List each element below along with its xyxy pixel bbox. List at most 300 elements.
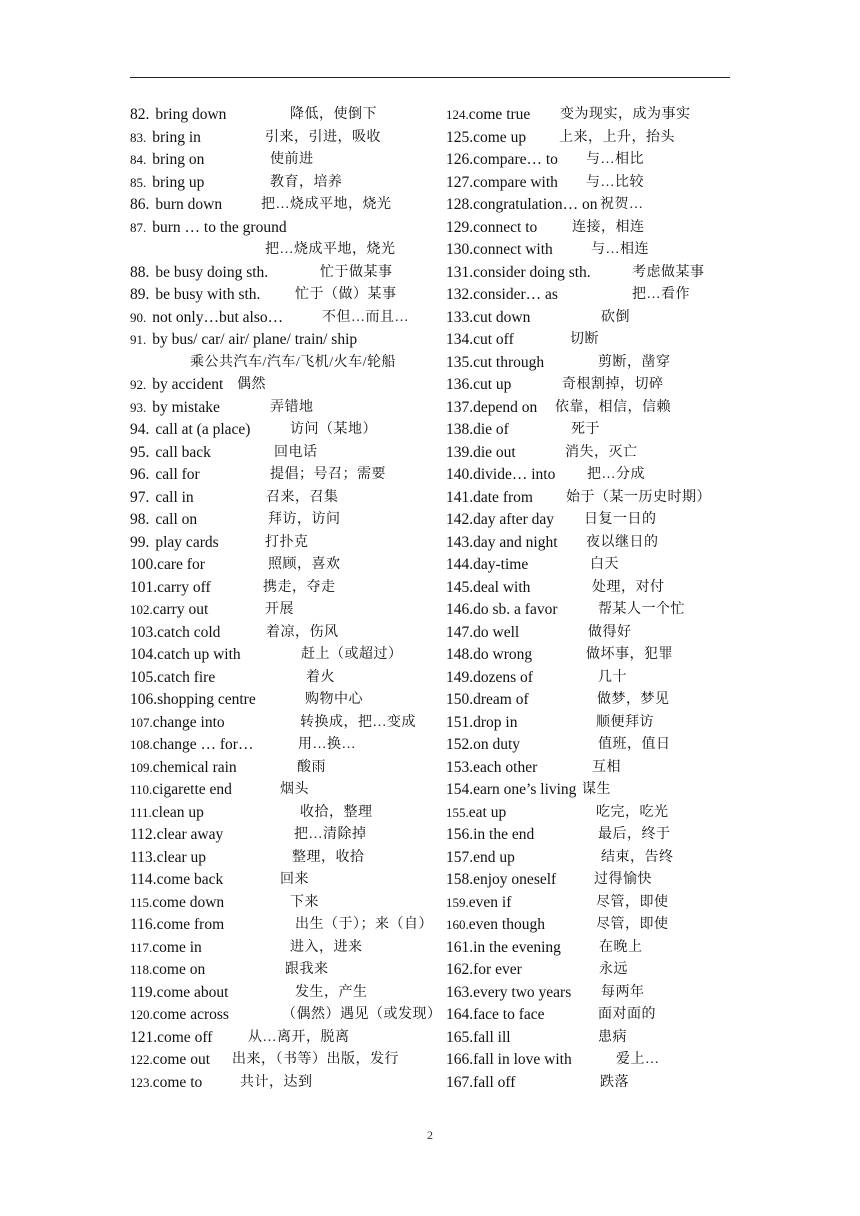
vocab-entry [446,397,736,420]
chinese-meaning: 进入，进来 [290,939,363,955]
vocab-entry [130,374,430,397]
vocab-entry [130,532,430,555]
english-phrase: bring on [152,151,205,168]
english-phrase: by mistake [152,398,220,416]
entry-number: 111. [130,804,152,820]
vocab-entry [130,599,430,622]
entry-number: 165. [446,1028,474,1046]
entry-number: 103. [130,623,158,641]
chinese-meaning: 做得好 [588,624,632,640]
entry-number: 152. [446,736,474,753]
entry-number: 117. [130,939,153,955]
entry-number: 86. [130,196,150,213]
english-phrase: cut down [473,308,531,326]
english-phrase: divide… into [473,466,556,483]
vocab-entry [446,127,736,150]
entry-number: 116. [130,916,157,933]
chinese-meaning: 做坏事，犯罪 [586,647,673,662]
vocab-entry [446,329,736,352]
english-phrase: bring in [152,128,201,146]
chinese-meaning: 乘公共汽车/汽车/飞机/火车/轮船 [190,354,397,370]
entry-number: 104. [130,646,158,663]
vocab-entry [446,239,736,262]
chinese-meaning: 处理，对付 [592,579,665,595]
english-phrase: every two years [473,983,572,1001]
vocab-entry [446,104,736,127]
vocab-entry [130,937,430,960]
vocab-entry [130,442,430,465]
english-phrase: clear up [156,848,207,866]
chinese-meaning: 整理，收拾 [292,849,365,865]
english-phrase: die out [473,443,516,461]
chinese-meaning: 始于（某一历史时期） [566,489,711,505]
chinese-meaning: 白天 [590,557,619,572]
vocab-entry [446,352,736,375]
english-phrase: fall in love with [473,1051,572,1068]
chinese-meaning: 把…看作 [632,287,690,302]
left-column [130,104,442,1094]
chinese-meaning: 跌落 [600,1074,629,1090]
chinese-meaning: 过得愉快 [594,872,652,887]
entry-number: 124. [446,107,469,122]
english-phrase: change … for… [152,736,254,753]
entry-number: 135. [446,353,474,371]
entry-number: 99. [130,533,150,551]
entry-number: 118. [130,962,153,977]
chinese-meaning: 照顾，喜欢 [268,557,341,572]
entry-number: 110. [130,782,153,797]
vocab-entry [130,104,430,127]
vocab-entry [130,307,430,330]
vocab-entry [130,239,430,262]
english-phrase: consider… as [473,286,558,303]
english-phrase: cigarette end [152,781,232,798]
vocab-entry [130,644,430,667]
vocab-entry [130,284,430,307]
entry-number: 107. [130,714,153,730]
english-phrase: carry off [157,578,211,596]
english-phrase: die of [473,421,509,438]
vocab-entry [446,509,736,532]
entry-number: 130. [446,241,474,258]
entry-number: 164. [446,1006,474,1023]
english-phrase: come on [152,961,206,978]
vocab-entry [446,464,736,487]
vocab-entry [446,667,736,690]
chinese-meaning: 变为现实，成为事实 [560,107,691,122]
chinese-meaning: 访问（某地） [290,422,377,437]
english-phrase: day-time [473,556,529,573]
english-phrase: be busy with sth. [155,286,261,303]
vocab-entry [130,352,430,375]
vocab-entry [446,644,736,667]
entry-number: 89. [130,286,150,303]
english-phrase: come across [152,1006,229,1023]
english-phrase: compare with [473,173,558,191]
chinese-meaning: 开展 [265,602,294,617]
entry-number: 105. [130,668,158,686]
vocab-entry [130,217,430,240]
chinese-meaning: 与…相比 [586,152,644,167]
english-phrase: clean up [151,803,204,821]
chinese-meaning: 永远 [599,962,628,977]
english-phrase: clear away [156,826,224,843]
chinese-meaning: 携走，夺走 [263,579,336,595]
vocab-entry [130,577,430,600]
vocab-entry [130,329,430,352]
vocab-entry [130,982,430,1005]
english-phrase: connect with [473,241,553,258]
entry-number: 109. [130,759,153,775]
vocab-entry [130,1072,430,1095]
vocab-entry [446,734,736,757]
vocab-entry [446,532,736,555]
vocab-entry [130,824,430,847]
english-phrase: come in [152,938,202,956]
vocab-entry [446,194,736,217]
chinese-meaning: 回电话 [274,444,318,460]
english-phrase: call on [155,511,198,528]
vocab-entry [130,487,430,510]
entry-number: 160. [446,917,469,932]
english-phrase: call at (a place) [155,421,251,438]
chinese-meaning: 出生（于）；来（自） [295,917,433,932]
entry-number: 87. [130,219,147,235]
entry-number: 102. [130,602,153,617]
vocab-entry [446,757,736,780]
english-phrase: by accident [152,376,224,393]
english-phrase: carry out [152,601,209,618]
chinese-meaning: 面对面的 [598,1007,656,1022]
vocab-entry [446,1027,736,1050]
page-number: 2 [427,1128,433,1142]
entry-number: 132. [446,286,474,303]
entry-number: 113. [130,848,157,866]
entry-number: 128. [446,196,474,213]
entry-number: 131. [446,263,474,281]
chinese-meaning: 打扑克 [265,534,309,550]
entry-number: 97. [130,488,150,506]
entry-number: 166. [446,1051,474,1068]
english-phrase: congratulation… on [473,196,598,213]
chinese-meaning: 几十 [598,669,627,685]
english-phrase: depend on [473,398,538,416]
vocab-entry [446,172,736,195]
chinese-meaning: 结束，告终 [601,849,674,865]
english-phrase: play cards [155,533,219,551]
entry-number: 146. [446,601,474,618]
entry-number: 142. [446,511,474,528]
english-phrase: eat up [468,803,507,821]
entry-number: 125. [446,128,474,146]
chinese-meaning: 提倡；号召；需要 [270,467,386,482]
entry-number: 83. [130,129,147,145]
entry-number: 129. [446,218,474,236]
english-phrase: consider doing sth. [473,263,591,281]
english-phrase: cut off [473,331,514,348]
english-phrase: even if [468,893,512,911]
chinese-meaning: 奇根割掉，切碎 [562,377,664,392]
vocab-entry [446,824,736,847]
chinese-meaning: 互相 [592,759,621,775]
chinese-meaning: 弄错地 [270,399,314,415]
chinese-meaning: 跟我来 [285,962,329,977]
chinese-meaning: 引来，引进，吸收 [265,129,381,145]
chinese-meaning: 最后，终于 [598,827,671,842]
entry-number: 119. [130,983,157,1001]
english-phrase: in the end [473,826,535,843]
vocab-entry [446,712,736,735]
chinese-meaning: 砍倒 [601,309,630,325]
chinese-meaning: 忙于（做）某事 [295,287,397,302]
vocab-entry [446,847,736,870]
entry-number: 155. [446,804,469,820]
english-phrase: catch fire [157,668,216,686]
entry-number: 158. [446,871,474,888]
entry-number: 151. [446,713,474,731]
english-phrase: shopping centre [157,691,256,708]
entry-number: 120. [130,1007,153,1022]
english-phrase: come off [157,1028,213,1046]
english-phrase: connect to [473,218,538,236]
vocab-entry [446,374,736,397]
entry-number: 93. [130,399,147,415]
chinese-meaning: 日复一日的 [584,512,657,527]
entry-number: 148. [446,646,474,663]
vocab-entry [130,959,430,982]
entry-number: 112. [130,826,157,843]
entry-number: 121. [130,1028,158,1046]
chinese-meaning: 回来 [280,872,309,887]
chinese-meaning: 赶上（或超过） [301,647,403,662]
vocab-entry [446,914,736,937]
vocab-entry [130,869,430,892]
vocab-entry [130,194,430,217]
entry-number: 145. [446,578,474,596]
entry-number: 137. [446,398,474,416]
chinese-meaning: 购物中心 [305,692,363,707]
english-phrase: deal with [473,578,531,596]
chinese-meaning: 从…离开，脱离 [248,1029,350,1045]
vocab-entry [446,217,736,240]
english-phrase: chemical rain [152,758,237,776]
vocab-entry [130,1004,442,1027]
chinese-meaning: 夜以继日的 [586,534,659,550]
entry-number: 159. [446,894,469,910]
english-phrase: care for [157,556,205,573]
entry-number: 84. [130,152,147,167]
chinese-meaning: 患病 [598,1029,627,1045]
english-phrase: do wrong [473,646,533,663]
entry-number: 149. [446,668,474,686]
vocab-entry [446,284,736,307]
vocab-entry [446,599,736,622]
entry-number: 106. [130,691,158,708]
english-phrase: burn … to the ground [152,218,287,236]
english-phrase: do sb. a favor [473,601,558,618]
english-phrase: come from [156,916,225,933]
chinese-meaning: 着火 [306,669,335,685]
vocab-entry [446,937,736,960]
vocab-entry [130,127,430,150]
english-phrase: on duty [473,736,521,753]
chinese-meaning: 转换成，把…变成 [300,714,416,730]
entry-number: 167. [446,1073,474,1091]
chinese-meaning: 共计，达到 [240,1074,313,1090]
chinese-meaning: 与…比较 [586,174,644,190]
vocab-entry [446,622,736,645]
vocab-entry [130,734,430,757]
entry-number: 126. [446,151,474,168]
chinese-meaning: 使前进 [270,152,314,167]
chinese-meaning: 偶然 [237,377,266,392]
entry-number: 156. [446,826,474,843]
chinese-meaning: 连接，相连 [572,219,645,235]
entry-number: 90. [130,309,147,325]
chinese-meaning: 把…烧成平地，烧光 [261,197,392,212]
vocab-entry [130,1049,430,1072]
chinese-meaning: 发生，产生 [295,984,368,1000]
entry-number: 143. [446,533,474,551]
chinese-meaning: 出来，（书等）出版，发行 [232,1052,399,1067]
entry-number: 85. [130,174,147,190]
entry-number: 136. [446,376,474,393]
entry-number: 115. [130,894,153,910]
english-phrase: catch cold [157,623,221,641]
english-phrase: not only…but also… [152,308,284,326]
chinese-meaning: 切断 [570,332,599,347]
english-phrase: by bus/ car/ air/ plane/ train/ ship [152,331,358,348]
chinese-meaning: 尽管，即使 [596,894,669,910]
entry-number: 153. [446,758,474,776]
vocab-entry [130,419,430,442]
english-phrase: come down [152,893,225,911]
vocab-entry [130,262,430,285]
entry-number: 144. [446,556,474,573]
vocab-entry [130,757,430,780]
entry-number: 141. [446,488,474,506]
entry-number: 122. [130,1052,153,1067]
vocab-entry [446,442,736,465]
entry-number: 82. [130,106,150,123]
vocab-entry [130,802,430,825]
chinese-meaning: 收拾，整理 [300,804,373,820]
english-phrase: come out [152,1051,210,1068]
vocab-entry [446,689,736,712]
vocab-entry [446,779,736,802]
chinese-meaning: 谋生 [582,782,611,797]
chinese-meaning: 着凉，伤风 [266,624,339,640]
chinese-meaning: 酸雨 [297,759,326,775]
chinese-meaning: 不但…而且… [322,309,409,325]
vocab-entry [130,509,430,532]
entry-number: 94. [130,421,150,438]
english-phrase: day and night [473,533,558,551]
vocab-entry [130,667,430,690]
english-phrase: come true [468,106,531,123]
chinese-meaning: 降低，使倒下 [290,107,377,122]
entry-number: 108. [130,737,153,752]
english-phrase: catch up with [157,646,241,663]
english-phrase: fall off [473,1073,516,1091]
english-phrase: date from [473,488,533,506]
entry-number: 133. [446,308,474,326]
vocab-entry [446,307,736,330]
english-phrase: in the evening [473,938,561,956]
english-phrase: compare… to [473,151,558,168]
chinese-meaning: （偶然）遇见（或发现） [282,1007,442,1022]
chinese-meaning: 烟头 [280,782,309,797]
chinese-meaning: 祝贺… [600,197,644,212]
entry-number: 95. [130,443,150,461]
chinese-meaning: 吃完，吃光 [596,804,669,820]
chinese-meaning: 把…烧成平地，烧光 [265,242,396,257]
chinese-meaning: 消失，灭亡 [565,444,638,460]
entry-number: 157. [446,848,474,866]
chinese-meaning: 帮某人一个忙 [598,602,685,617]
vocab-entry [446,419,736,442]
entry-number: 123. [130,1074,153,1090]
vocab-entry [130,397,430,420]
entry-number: 150. [446,691,474,708]
entry-number: 98. [130,511,150,528]
chinese-meaning: 依靠，相信，信赖 [555,399,671,415]
english-phrase: bring up [152,173,205,191]
vocab-entry [446,487,736,510]
entry-number: 139. [446,443,474,461]
vocab-entry [446,959,736,982]
entry-number: 127. [446,173,474,191]
english-phrase: face to face [473,1006,545,1023]
vocab-entry [130,622,430,645]
vocab-entry [130,779,430,802]
vocab-entry [130,1027,430,1050]
english-phrase: enjoy oneself [473,871,557,888]
vocab-entry [446,892,736,915]
chinese-meaning: 下来 [290,894,319,910]
chinese-meaning: 上来，上升，抬头 [559,129,675,145]
vocab-entry [446,577,736,600]
vocab-entry [446,982,736,1005]
english-phrase: cut through [473,353,545,371]
entry-number: 140. [446,466,474,483]
entry-number: 134. [446,331,474,348]
english-phrase: earn one’s living [473,781,577,798]
entry-number: 101. [130,578,158,596]
english-phrase: each other [473,758,538,776]
header-rule [130,77,730,78]
chinese-meaning: 做梦，梦见 [597,692,670,707]
entry-number: 138. [446,421,474,438]
english-phrase: drop in [473,713,518,731]
right-column [446,104,736,1094]
entry-number: 92. [130,377,147,392]
english-phrase: come back [156,871,224,888]
vocab-entry [446,1049,736,1072]
vocab-entry [130,464,430,487]
english-phrase: come to [152,1073,203,1091]
english-phrase: cut up [473,376,512,393]
chinese-meaning: 召来，召集 [266,489,339,505]
english-phrase: day after day [473,511,555,528]
english-phrase: burn down [155,196,223,213]
vocab-entry [130,847,430,870]
english-phrase: dozens of [473,668,533,686]
vocab-entry [130,712,430,735]
english-phrase: come up [473,128,527,146]
english-phrase: change into [152,713,225,731]
vocab-entry [446,554,736,577]
